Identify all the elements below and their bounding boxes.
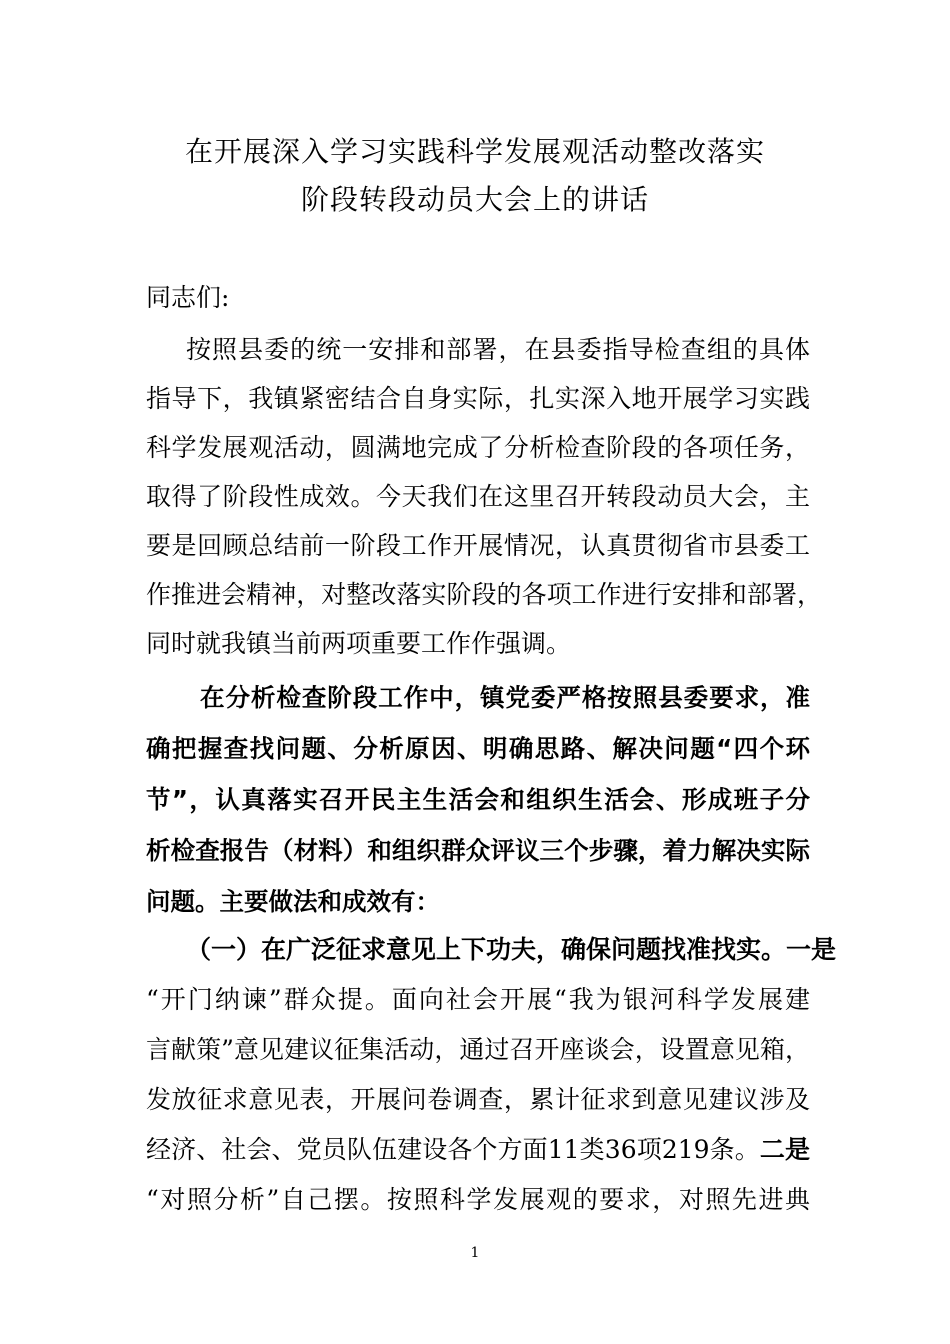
paragraph-1-line: 按照县委的统一安排和部署，在县委指导检查组的具体: [186, 335, 810, 364]
document-title-line-2: 阶段转段动员大会上的讲话: [300, 183, 649, 216]
paragraph-2-line: 在分析检查阶段工作中，镇党委严格按照县委要求，准: [200, 683, 810, 712]
section-1-heading: （一）在广泛征求意见上下功夫，确保问题找准找实。: [186, 935, 787, 964]
section-1-line: 言献策”意见建议征集活动，通过召开座谈会，设置意见箱，: [146, 1035, 810, 1064]
page-number: 1: [470, 1245, 480, 1261]
paragraph-2-line: 节”，认真落实召开民主生活会和组织生活会、形成班子分: [146, 785, 810, 814]
section-1-line: [146, 1132, 810, 1168]
paragraph-2-line: 问题。主要做法和成效有：: [146, 887, 440, 916]
paragraph-1-line: 同时就我镇当前两项重要工作作强调。: [146, 629, 572, 658]
section-1-line-text: 经济、社会、党员队伍建设各个方面11类36项219条。: [146, 1135, 760, 1164]
section-1-heading-line: [186, 932, 837, 968]
paragraph-2-line: 确把握查找问题、分析原因、明确思路、解决问题“四个环: [146, 734, 810, 763]
paragraph-1-line: 指导下，我镇紧密结合自身实际，扎实深入地开展学习实践: [146, 384, 810, 413]
paragraph-1-line: 要是回顾总结前一阶段工作开展情况，认真贯彻省市县委工: [146, 531, 810, 560]
section-1-line: 发放征求意见表，开展问卷调查，累计征求到意见建议涉及: [146, 1085, 810, 1114]
document-title-line-1: 在开展深入学习实践科学发展观活动整改落实: [184, 135, 765, 168]
salutation: 同志们:: [146, 283, 230, 312]
paragraph-2-line: 析检查报告（材料）和组织群众评议三个步骤，着力解决实际: [146, 836, 810, 865]
paragraph-1-line: 作推进会精神，对整改落实阶段的各项工作进行安排和部署，: [146, 580, 822, 609]
section-1-lead-2: 二是: [759, 1135, 810, 1164]
section-1-line: “开门纳谏”群众提。面向社会开展“我为银河科学发展建: [146, 985, 810, 1014]
section-1-line: “对照分析”自己摆。按照科学发展观的要求，对照先进典: [146, 1185, 810, 1214]
section-1-lead-1: 一是: [786, 935, 837, 964]
paragraph-1-line: 科学发展观活动，圆满地完成了分析检查阶段的各项任务，: [146, 433, 810, 462]
paragraph-1-line: 取得了阶段性成效。今天我们在这里召开转段动员大会，主: [146, 482, 810, 511]
